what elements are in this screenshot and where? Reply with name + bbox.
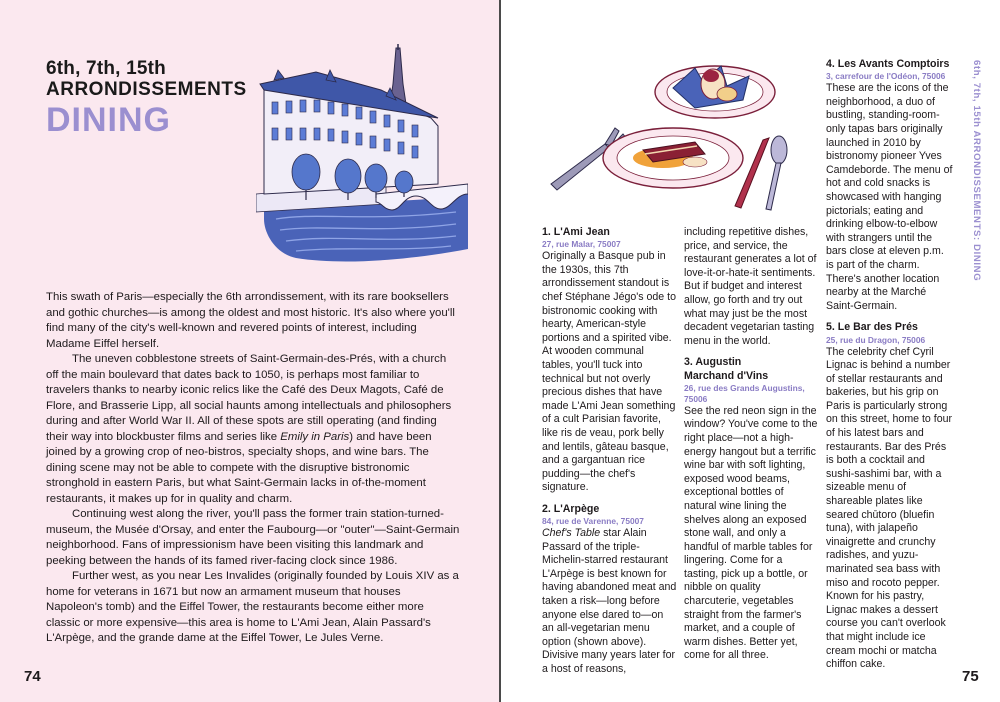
entry-text-5: The celebrity chef Cyril Lignac is behind a number of stellar restaurants and bakeries, but his grip on Paris is particularly strong on this street, home to four of his latest bars and restaurants. Bar des Prés is both a cocktail and sushi-sashimi bar, with a sizeable menu of shareable plates like seared chūtoro (bluefin tuna), with jalapeño vinaigrette and crunchy radishes, and yuzu-marinated sea bass with miso and rocoto pepper. Known for his pastry, Lignac makes a dessert course you can't overlook that might include ice cream mochi or matcha chiffon cake. (826, 345, 953, 671)
chefs-table-title: Chef's Table (542, 527, 601, 540)
entry-address-3: 26, rue des Grands Augustins, 75006 (684, 382, 805, 404)
entry-address-2: 84, rue de Varenne, 75007 (542, 516, 644, 527)
entry-text-4: These are the icons of the neighborhood, a duo of bustling, standing-room-only tapas bars originally launched in 2010 by bistronomy pioneer Yves Camdeborde. The menu of hot and cold snacks is showcased with hanging pictorials; eating and drinking elbow-to-elbow with strangers until the bars close at eleven p.m. is part of the charm. There's another location nearby at the Marché Saint-Germain. (826, 82, 953, 312)
plated-dishes-illustration (545, 58, 815, 218)
intro-paragraph-1: This swath of Paris—especially the 6th arrondissement, with its rare booksellers and gothic churches—is among the oldest and most historic. It's also where you'll find many of the city's well-known and revered points of interest, including Madame Eiffel herself. (46, 291, 455, 350)
intro-paragraph-2: The uneven cobblestone streets of Saint-Germain-des-Prés, with a church off the main boulevard that dates back to 1050, is perhaps most familiar to travelers thanks to nearby iconic relics like the Café des Deux Magots, Café de Flore, and Brasserie Lipp, all social haunts among intellectuals and philosophers during and after World War II. All of these spots are still operating (and finding their way into blockbuster films and series like Emily in Paris) and have been joined by a growing crop of neo-bistros, specialty shops, and wine bars. The dining scene may not be able to compete with the disruptive bistronomic stronghold in eastern Paris, but what Saint-Germain lacks in of-the-moment restaurants, it makes up for in quality and charm. (46, 353, 452, 505)
entry-title-1: 1. L'Ami Jean (542, 226, 610, 238)
intro-paragraph-4: Further west, as you near Les Invalides (originally founded by Louis XIV as a home for veterans in 1671 but now an armament museum that houses Napoleon's tomb) and the Eiffel Tower, the restaurants become either more classic or more expensive—this area is home to L'Ami Jean, Alain Passard's L'Arpège, and the grande dame at the Eiffel Tower, Le Jules Verne. (46, 570, 459, 644)
column-3 (826, 58, 954, 672)
entry-address-4: 3, carrefour de l'Odéon, 75006 (826, 71, 946, 82)
entry-title-2: 2. L'Arpège (542, 502, 600, 515)
column-1 (542, 226, 678, 677)
column-2 (684, 226, 818, 663)
side-tab (968, 60, 984, 282)
intro-text (46, 290, 460, 647)
entry-text-1a: Originally a Basque pub in the 1930s, this 7th arrondissement standout is chef Stéphane Jégo's ode to bistronomic cooking with hearty, American-style portions and a spirited vibe. At wooden communal tables, you'll tuck into technical but not overly precious dishes that have made L'Ami Jean something of a cult Parisian favorite, like ris de veau, pork belly and lentils, gâteau basque, and a gargantuan rice pudding—the chef's signature. (542, 250, 676, 494)
entry-text-1b: including repetitive dishes, price, and service, the restaurant generates a lot of love-it-or-hate-it sentiments. But if budget and interest allow, go forth and try out what may just be the most decadent vegetarian tasting menu in the world. (684, 226, 817, 347)
section-heading (46, 58, 247, 139)
page-number-right: 75 (962, 668, 979, 685)
entry-text-3: See the red neon sign in the window? You've come to the right place—not a high-energy hangout but a terrific wine bar with soft lighting, exposed wood beams, exceptional bottles of natural wine lining the shelves along an exposed stone wall, and only a handful of marble tables for lingering. Come for a tasting, pick up a bottle, or nibble on quality charcuterie, vegetables straight from the farmer's market, and a couple of warm dishes. Better yet, come for all three. (684, 404, 818, 662)
heading-line-1: 6th, 7th, 15th (46, 58, 166, 79)
page-number-left: 74 (24, 668, 41, 685)
entry-title-4: 4. Les Avants Comptoirs (826, 58, 950, 70)
entry-address-1: 27, rue Malar, 75007 (542, 239, 621, 250)
entry-address-5: 25, rue du Dragon, 75006 (826, 334, 926, 345)
heading-dining: DINING (46, 101, 171, 139)
side-tab-label: 6th, 7th, 15th ARRONDISSEMENTS: DINING (971, 60, 982, 282)
paris-riverside-illustration (256, 44, 468, 266)
entry-title-3a: 3. Augustin (684, 356, 742, 369)
entry-text-2: Chef's Table star Alain Passard of the triple-Michelin-starred restaurant L'Arpège is best known for having abandoned meat and taken a risk—long before anyone else dared to—on an all-vegetarian menu option (shown above). Divisive many years later for a host of reasons, (542, 527, 677, 676)
heading-line-2: ARRONDISSEMENTS (46, 79, 247, 100)
entry-title-5: 5. Le Bar des Prés (826, 321, 918, 334)
emily-in-paris-title: Emily in Paris (280, 430, 350, 443)
entry-title-3b: Marchand d'Vins (684, 369, 769, 382)
intro-paragraph-3: Continuing west along the river, you'll pass the former train station-turned-museum, the Musée d'Orsay, and enter the Faubourg—or "outer"—Saint-Germain neighborhood. Fans of impressionism have been visiting this landmark and peeking between the hands of its famed river-facing clock since 1986. (46, 508, 460, 567)
